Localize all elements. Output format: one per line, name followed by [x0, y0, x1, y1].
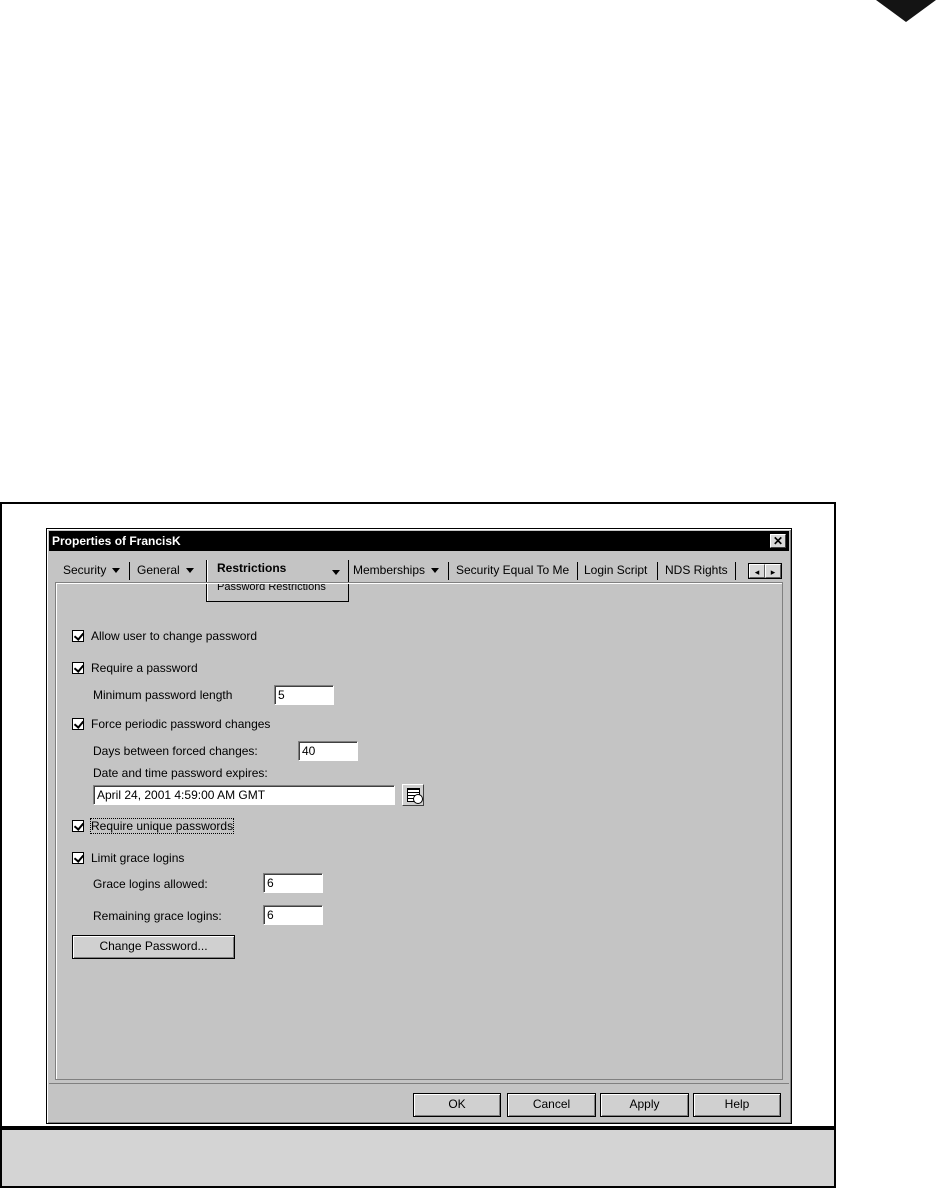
tab-memberships[interactable]: Memberships [353, 560, 439, 580]
checkbox-checked-icon[interactable] [72, 630, 84, 642]
help-button[interactable]: Help [693, 1093, 781, 1117]
limit-grace-label: Limit grace logins [91, 851, 185, 865]
apply-button[interactable]: Apply [600, 1093, 689, 1117]
allow-change-row[interactable] [72, 629, 257, 643]
grace-allowed-field[interactable]: 6 [263, 873, 323, 893]
grace-remaining-field[interactable]: 6 [263, 905, 323, 925]
change-password-button[interactable]: Change Password... [72, 935, 235, 959]
down-arrow-icon [876, 0, 936, 22]
dropdown-arrow-icon [112, 568, 120, 573]
require-unique-label: Require unique passwords [91, 819, 234, 833]
title-bar [49, 531, 789, 551]
grace-remaining-label: Remaining grace logins: [93, 909, 222, 923]
require-password-label: Require a password [91, 661, 198, 675]
tab-restrictions-subpage[interactable]: Password Restrictions [217, 581, 326, 593]
tab-strip [55, 560, 783, 582]
force-periodic-row[interactable] [72, 717, 270, 731]
allow-change-label: Allow user to change password [91, 629, 258, 643]
close-icon[interactable]: ✕ [770, 534, 786, 548]
scroll-left-icon[interactable]: ◂ [749, 564, 765, 578]
grace-allowed-label: Grace logins allowed: [93, 877, 208, 891]
expires-label: Date and time password expires: [93, 766, 268, 780]
tab-security[interactable]: Security [63, 560, 120, 580]
limit-grace-row[interactable] [72, 851, 184, 865]
checkbox-checked-icon[interactable] [72, 718, 84, 730]
require-unique-row[interactable] [72, 819, 233, 833]
tab-nds-rights[interactable]: NDS Rights [665, 563, 728, 577]
calendar-clock-icon[interactable] [402, 784, 424, 806]
min-length-label: Minimum password length [93, 688, 233, 702]
caption-bar [2, 1126, 834, 1186]
tab-login-script[interactable]: Login Script [584, 563, 648, 577]
checkbox-checked-icon[interactable] [72, 662, 84, 674]
figure-frame [0, 502, 836, 1188]
window-title: Properties of FrancisK [52, 534, 181, 548]
checkbox-checked-icon[interactable] [72, 820, 84, 832]
tab-restrictions-label: Restrictions [217, 561, 287, 575]
tab-general[interactable]: General [137, 560, 194, 580]
cancel-button[interactable]: Cancel [507, 1093, 596, 1117]
properties-dialog [46, 528, 792, 1124]
expires-field[interactable]: April 24, 2001 4:59:00 AM GMT [93, 785, 395, 805]
dropdown-arrow-icon [186, 568, 194, 573]
dropdown-arrow-icon [431, 568, 439, 573]
days-between-field[interactable]: 40 [298, 741, 358, 761]
days-between-label: Days between forced changes: [93, 744, 258, 758]
scroll-right-icon[interactable]: ▸ [765, 564, 781, 578]
force-periodic-label: Force periodic password changes [91, 717, 271, 731]
dropdown-arrow-icon[interactable] [332, 570, 340, 575]
min-length-field[interactable]: 5 [274, 685, 334, 705]
tab-scroll-buttons [748, 563, 782, 579]
require-password-row[interactable] [72, 661, 198, 675]
ok-button[interactable]: OK [413, 1093, 501, 1117]
tab-security-equal-to-me[interactable]: Security Equal To Me [456, 563, 570, 577]
checkbox-checked-icon[interactable] [72, 852, 84, 864]
